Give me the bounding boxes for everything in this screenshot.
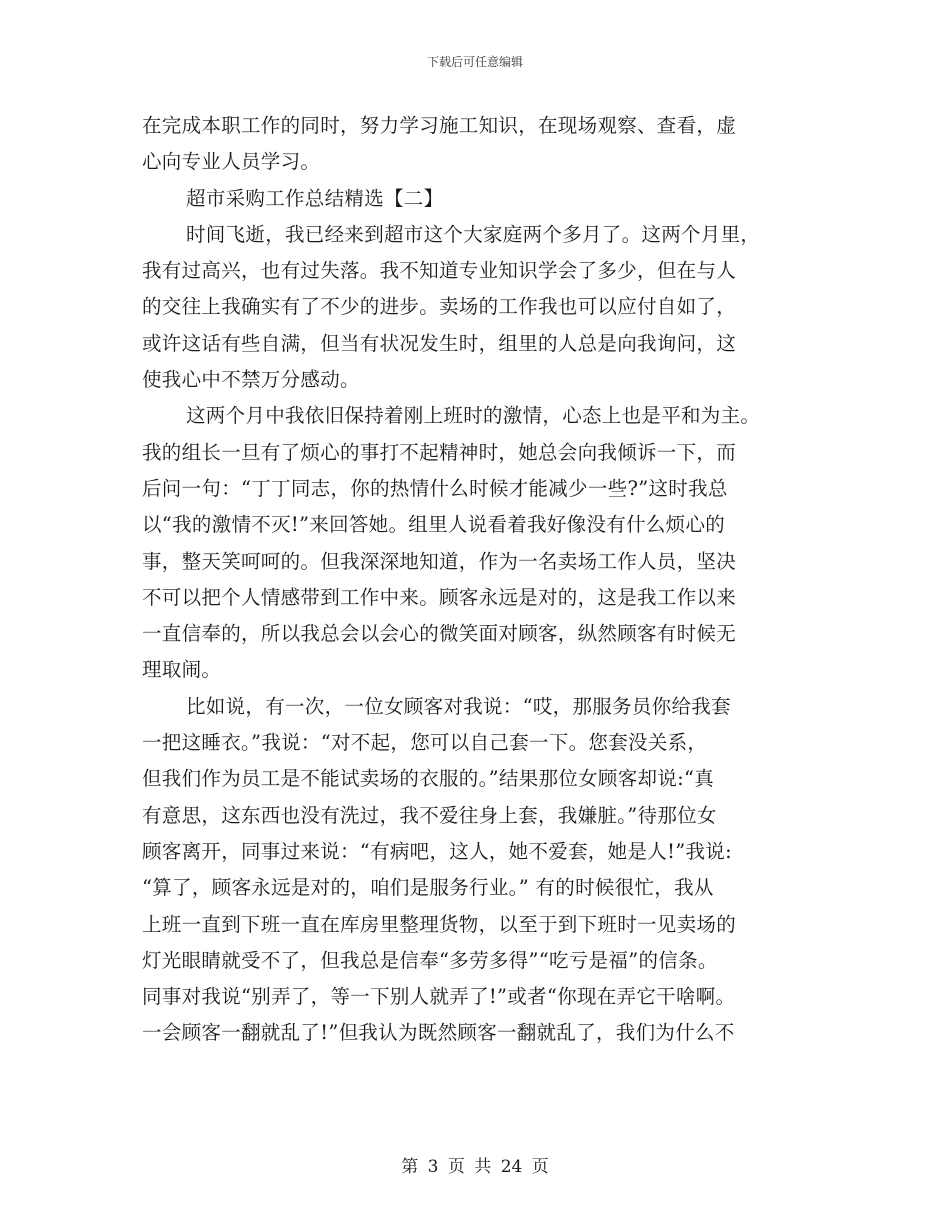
text-line: 我的组长一旦有了烦心的事打不起精神时，她总会向我倾诉一下，而 bbox=[142, 440, 737, 464]
text-line: 后问一句：“丁丁同志，你的热情什么时候才能减少一些?”这时我总 bbox=[142, 476, 728, 500]
text-line: 时间飞逝，我已经来到超市这个大家庭两个多月了。这两个月里， bbox=[186, 222, 761, 246]
text-line: 事，整天笑呵呵的。但我深深地知道，作为一名卖场工作人员，坚决 bbox=[142, 549, 737, 573]
text-line: 或许这话有些自满，但当有状况发生时，组里的人总是向我询问，这 bbox=[142, 331, 737, 355]
text-line: 以“我的激情不灭!”来回答她。组里人说看着我好像没有什么烦心的 bbox=[142, 513, 726, 537]
text-line: 上班一直到下班一直在库房里整理货物，以至于到下班时一见卖场的 bbox=[142, 912, 737, 936]
text-line: 的交往上我确实有了不少的进步。卖场的工作我也可以应付自如了， bbox=[142, 295, 737, 319]
text-line: 一把这睡衣。”我说：“对不起，您可以自己套一下。您套没关系， bbox=[142, 731, 708, 755]
text-line: 我有过高兴，也有过失落。我不知道专业知识学会了多少，但在与人 bbox=[142, 259, 737, 283]
text-line: 比如说，有一次，一位女顾客对我说：“哎，那服务员你给我套 bbox=[186, 694, 731, 718]
text-line: 同事对我说“别弄了，等一下别人就弄了!”或者“你现在弄它干啥啊。 bbox=[142, 985, 736, 1009]
text-line: 一直信奉的，所以我总会以会心的微笑面对顾客，纵然顾客有时候无 bbox=[142, 622, 737, 646]
text-line: 但我们作为员工是不能试卖场的衣服的。”结果那位女顾客却说:“真 bbox=[142, 767, 715, 791]
text-line: 在完成本职工作的同时，努力学习施工知识，在现场观察、查看，虚 bbox=[142, 114, 737, 137]
page-header: 下载后可任意编辑 bbox=[426, 55, 523, 69]
text-line: 心向专业人员学习。 bbox=[142, 150, 321, 174]
text-line: 有意思，这东西也没有洗过，我不爱往身上套，我嫌脏。”待那位女 bbox=[142, 803, 717, 827]
text-line: 不可以把个人情感带到工作中来。顾客永远是对的，这是我工作以来 bbox=[142, 585, 737, 609]
text-line: 使我心中不禁万分感动。 bbox=[142, 368, 360, 392]
text-line: “算了，顾客永远是对的，咱们是服务行业。” 有的时候很忙，我从 bbox=[142, 876, 714, 900]
text-line: 灯光眼睛就受不了，但我总是信奉“多劳多得”“吃亏是福”的信条。 bbox=[142, 948, 718, 972]
text-line: 这两个月中我依旧保持着刚上班时的激情，心态上也是平和为主。 bbox=[186, 404, 761, 428]
text-line: 一会顾客一翻就乱了!”但我认为既然顾客一翻就乱了，我们为什么不 bbox=[142, 1021, 735, 1045]
text-line: 超市采购工作总结精选【二】 bbox=[186, 186, 444, 210]
text-line: 理取闹。 bbox=[142, 658, 222, 682]
text-line: 顾客离开，同事过来说：“有病吧，这人，她不爱套，她是人!”我说: bbox=[142, 839, 732, 863]
page-footer: 第 3 页 共 24 页 bbox=[401, 1157, 549, 1177]
document-body bbox=[142, 108, 822, 1052]
